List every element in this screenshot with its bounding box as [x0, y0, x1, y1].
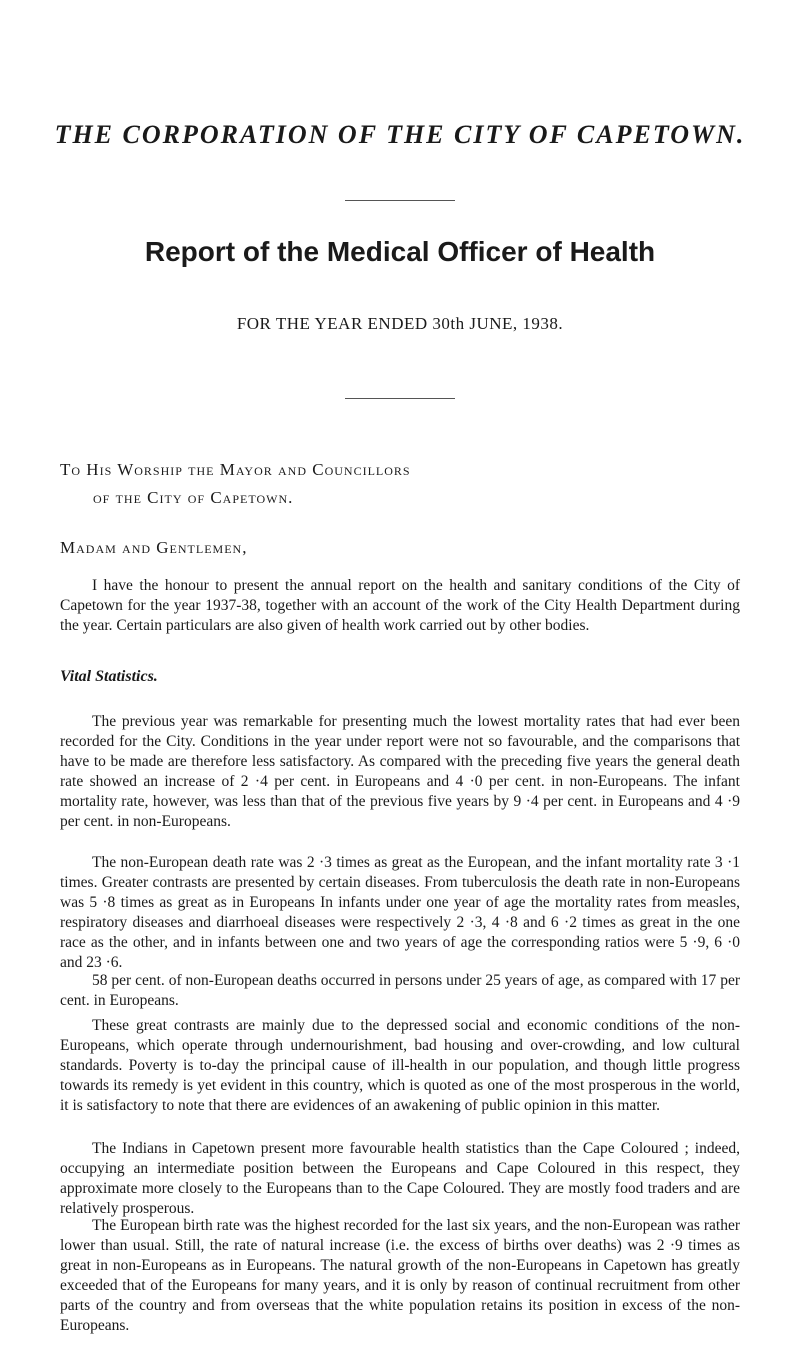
paragraph-text: 58 per cent. of non-European deaths occurred in persons under 25 years of age, as compared with 17 per cent. in Europeans.: [60, 972, 740, 1009]
intro-paragraph: [60, 576, 740, 636]
address-line-1: To His Worship the Mayor and Councillors: [60, 460, 411, 479]
address-line-2: of the City of Capetown.: [93, 488, 294, 507]
paragraph-social-conditions: [60, 1016, 740, 1116]
paragraph-birth-rate: [60, 1216, 740, 1336]
paragraph-mortality-comparison: [60, 712, 740, 832]
paragraph-indians: [60, 1139, 740, 1219]
corporation-title: THE CORPORATION OF THE CITY OF CAPETOWN.: [54, 120, 746, 149]
salutation: Madam and Gentlemen,: [60, 538, 248, 557]
paragraph-text: I have the honour to present the annual report on the health and sanitary conditions of the City of Capetown for the year 1937-38, together with an account of the work of the City Health Department during the year. Certain particulars are also given of health work carried out by other bodies.: [60, 577, 740, 634]
divider-rule: [345, 200, 455, 201]
paragraph-text: The non-European death rate was 2 ·3 times as great as the European, and the infant mortality rate 3 ·1 times. Greater contrasts are presented by certain diseases. From tuberculosis the death rate in non-Europeans was 5 ·8 times as great as in Europeans In infants under one year of age the mortality rates from measles, respiratory diseases and diarrhoeal diseases were respectively 2 ·3, 4 ·8 and 6 ·2 times as great in the one race as the other, and in infants between one and two years of age the corresponding ratios were 5 ·9, 6 ·0 and 23 ·6.: [60, 854, 740, 971]
divider-rule: [345, 398, 455, 399]
report-subtitle: FOR THE YEAR ENDED 30th JUNE, 1938.: [236, 314, 564, 333]
paragraph-text: The previous year was remarkable for presenting much the lowest mortality rates that had ever been recorded for the City. Conditions in the year under report were not so favourable, and the comparisons that have to be made are therefore less satisfactory. As compared with the preceding five years the general death rate showed an increase of 2 ·4 per cent. in Europeans and 4 ·0 per cent. in non-Europeans. The infant mortality rate, however, was less than that of the previous five years by 9 ·4 per cent. in Europeans and 4 ·9 per cent. in non-Europeans.: [60, 713, 740, 830]
paragraph-text: The Indians in Capetown present more favourable health statistics than the Cape Coloured ; indeed, occupying an intermediate position between the Europeans and Cape Coloured in this respect, they approximate more closely to the Europeans than to the Cape Coloured. They are mostly food traders and are relatively prosperous.: [60, 1140, 740, 1217]
paragraph-age-distribution: [60, 971, 740, 1011]
report-title: Report of the Medical Officer of Health: [144, 236, 656, 267]
section-heading: Vital Statistics.: [60, 668, 158, 685]
paragraph-death-rate-ratios: [60, 853, 740, 973]
paragraph-text: These great contrasts are mainly due to the depressed social and economic conditions of the non-Europeans, which operate through undernourishment, bad housing and over-crowding, and low cultural standards. Poverty is to-day the principal cause of ill-health in our population, and though little progress towards its remedy is yet evident in this country, which is quoted as one of the most prosperous in the world, it is satisfactory to note that there are evidences of an awakening of public opinion in this matter.: [60, 1017, 740, 1114]
paragraph-text: The European birth rate was the highest recorded for the last six years, and the non-European was rather lower than usual. Still, the rate of natural increase (i.e. the excess of births over deaths) was 2 ·9 times as great in non-Europeans as in Europeans. The natural growth of the non-Europeans in Capetown has greatly exceeded that of the Europeans for many years, and it is only by reason of continual recruitment from other parts of the country and from overseas that the white population retains its position in excess of the non-Europeans.: [60, 1217, 740, 1334]
